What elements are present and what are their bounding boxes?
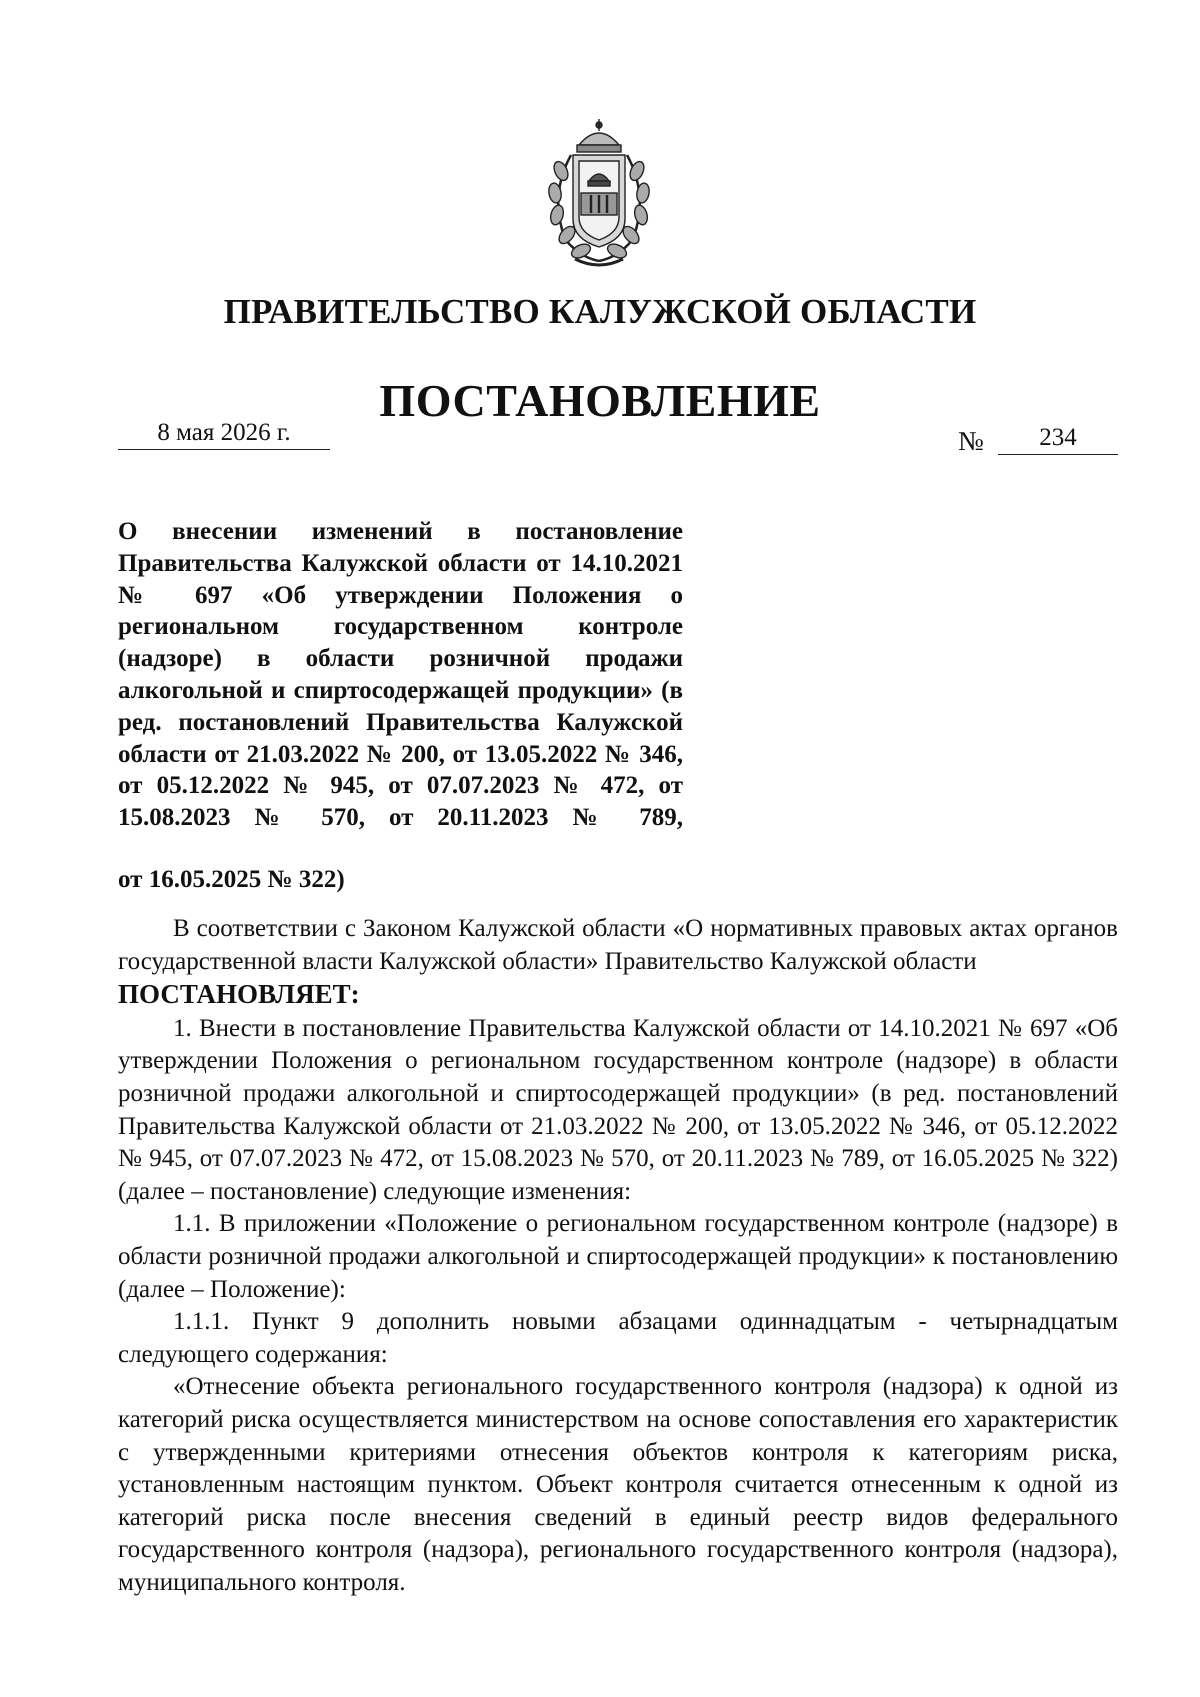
coat-of-arms-icon (535, 115, 663, 272)
document-subject: О внесении изменений в постановление Правительства Калужской области от 14.10.2021 № 697 «Об утверждении Положения о региональном государственном контроле (надзоре) в области розничной продажи алкогольной и спиртосодержащей продукции» (в ред. постановлений Правительства Калужской области от 21.03.2022 № 200, от 13.05.2022 № 346, от 05.12.2022 № 945, от 07.07.2023 № 472, от 15.08.2023 № 570, от 20.11.2023 № 789, (118, 518, 683, 832)
preamble-text: В соответствии с Законом Калужской области «О нормативных правовых актах органов государственной власти Калужской области» Правительство Калужской области (118, 915, 1118, 975)
preamble-paragraph (118, 913, 1118, 1013)
paragraph-1-1: 1.1. В приложении «Положение о региональном государственном контроле (надзоре) в области розничной продажи алкогольной и спиртосодержащей продукции» к постановлению (далее – Положение): (118, 1210, 1118, 1303)
resolves-heading: ПОСТАНОВЛЯЕТ: (118, 979, 360, 1010)
number-label: № (958, 426, 984, 456)
number-value: 234 (998, 424, 1118, 455)
document-date: 8 мая 2026 г. (118, 419, 330, 450)
paragraph-1-1-1: 1.1.1. Пункт 9 дополнить новыми абзацами одиннадцатым - четырнадцатым следующего содержания: (118, 1308, 1118, 1368)
organization-title: ПРАВИТЕЛЬСТВО КАЛУЖСКОЙ ОБЛАСТИ (223, 292, 977, 331)
document-subject-last-line: от 16.05.2025 № 322) (118, 866, 345, 893)
quoted-paragraph: «Отнесение объекта регионального государственного контроля (надзора) к одной из категорий риска осуществляется министерством на основе сопоставления его характеристик с утвержденными критериями отнесения объектов контроля к категориям риска, установленным настоящим пунктом. Объект контроля считается отнесенным к одной из категорий риска после внесения сведений в единый реестр видов федерального государственного контроля (надзора), регионального государственного контроля (надзора), муниципального контроля. (118, 1373, 1118, 1596)
document-number (958, 426, 1118, 462)
document-type: ПОСТАНОВЛЕНИЕ (379, 375, 821, 426)
paragraph-1: 1. Внести в постановление Правительства Калужской области от 14.10.2021 № 697 «Об утверждении Положения о региональном государственном контроле (надзоре) в области розничной продажи алкогольной и спиртосодержащей продукции» (в ред. постановлений Правительства Калужской области от 21.03.2022 № 200, от 13.05.2022 № 346, от 05.12.2022 № 945, от 07.07.2023 № 472, от 15.08.2023 № 570, от 20.11.2023 № 789, от 16.05.2025 № 322) (далее – постановление) следующие изменения: (118, 1014, 1118, 1205)
document-body (118, 913, 1118, 1599)
